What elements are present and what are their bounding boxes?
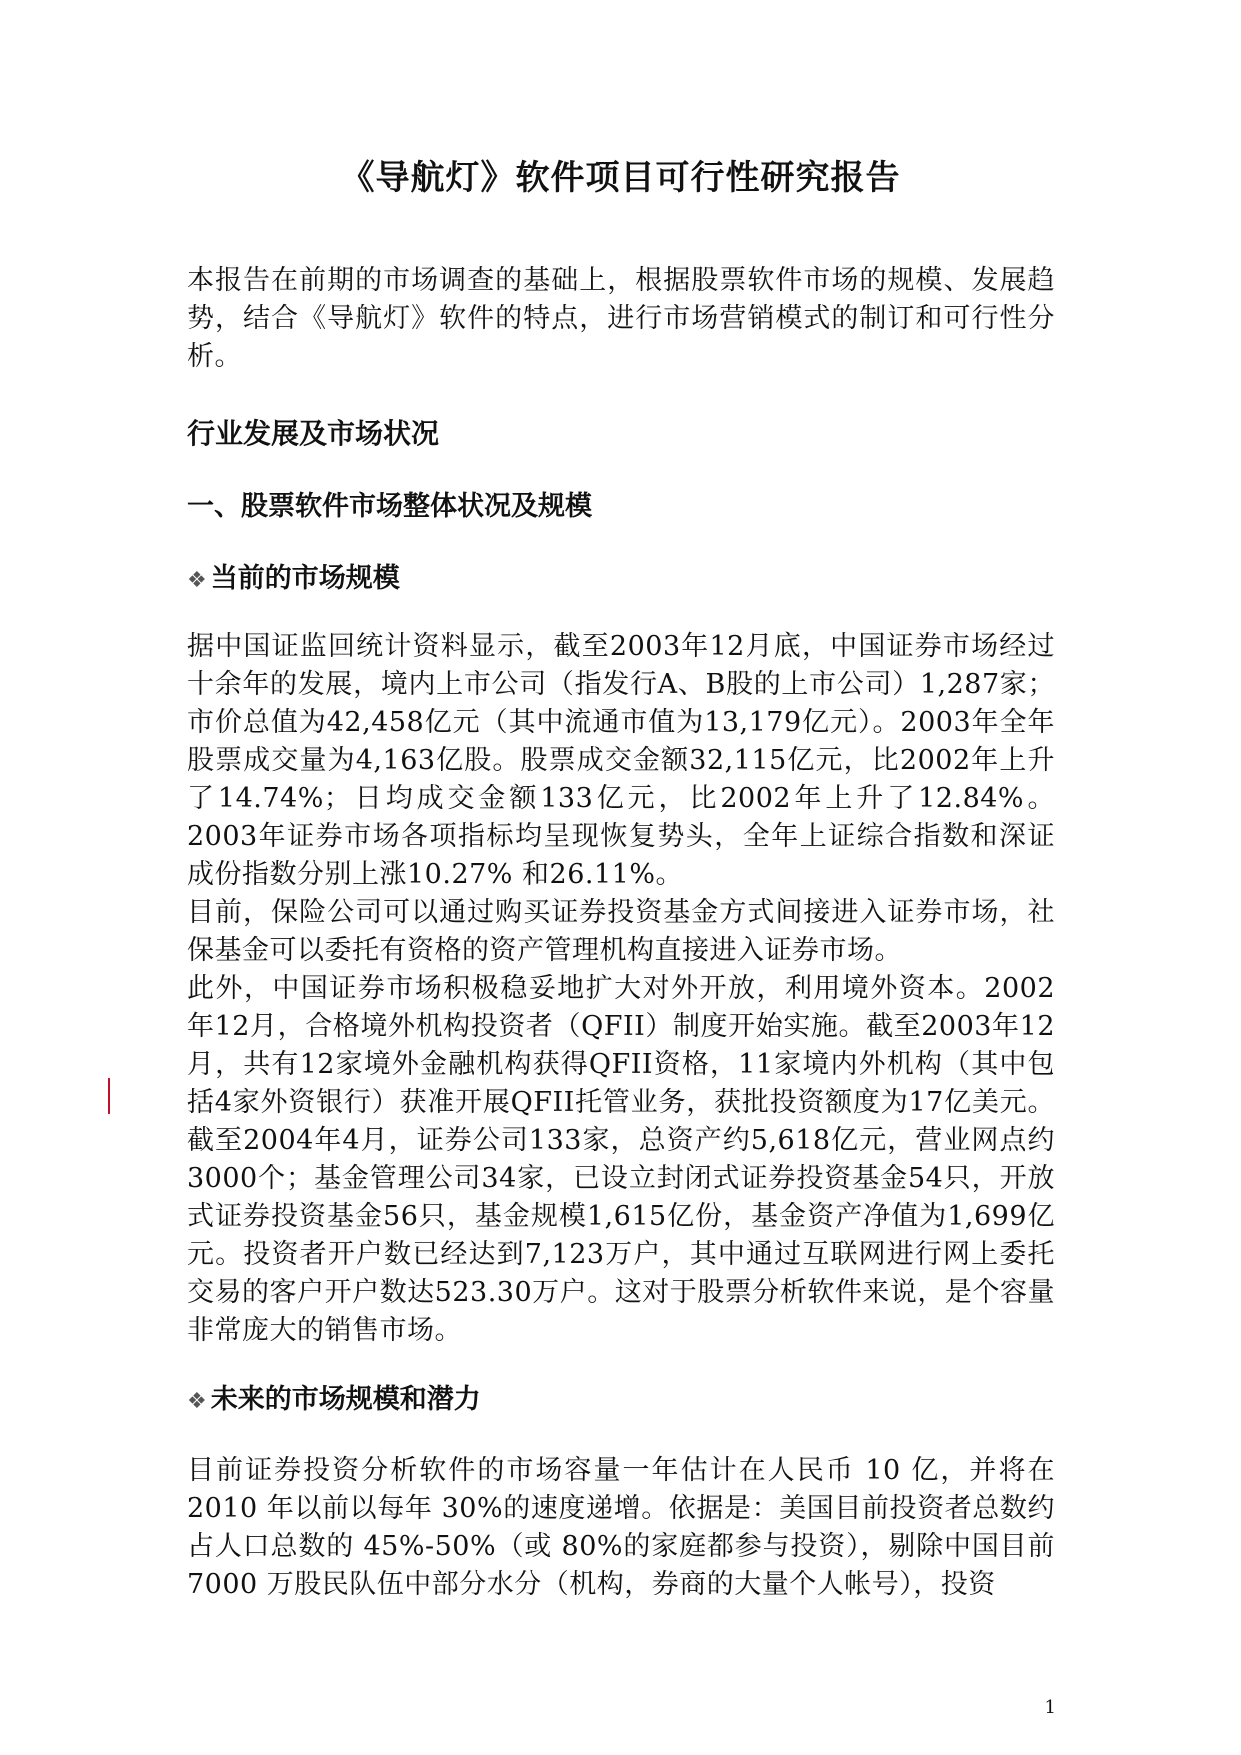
section-heading: 行业发展及市场状况 (187, 417, 440, 450)
subsection-heading: 一、股票软件市场整体状况及规模 (187, 491, 592, 522)
revision-change-bar (108, 1078, 110, 1114)
current-market-body (187, 628, 1055, 1350)
document-title: 《导航灯》软件项目可行性研究报告 (340, 158, 901, 198)
topic-heading-text: 未来的市场规模和潜力 (210, 1384, 481, 1415)
paragraph: 目前，保险公司可以通过购买证券投资基金方式间接进入证券市场，社保基金可以委托有资格的资产管理机构直接进入证券市场。 (187, 897, 1055, 966)
future-market-body (187, 1452, 1055, 1604)
page-number: 1 (1044, 1697, 1056, 1718)
topic-heading-future-market (187, 1377, 481, 1416)
paragraph: 据中国证监回统计资料显示，截至2003年12月底，中国证券市场经过十余年的发展，境内上市公司（指发行A、B股的上市公司）1,287家；市价总值为42,458亿元（其中流通市值为13,179亿元）。2003年全年股票成交量为4,163亿股。股票成交金额32,115亿元，比2002年上升了14.74%；日均成交金额133亿元，比2002年上升了12.84%。2003年证券市场各项指标均呈现恢复势头，全年上证综合指数和深证成份指数分别上涨10.27% 和26.11%。 (187, 631, 1055, 890)
diamond-bullet-icon: ❖ (187, 1389, 207, 1414)
diamond-bullet-icon: ❖ (187, 568, 207, 593)
intro-text: 本报告在前期的市场调查的基础上，根据股票软件市场的规模、发展趋势，结合《导航灯》软件的特点，进行市场营销模式的制订和可行性分析。 (187, 265, 1055, 372)
paragraph: 此外，中国证券市场积极稳妥地扩大对外开放，利用境外资本。2002年12月，合格境外机构投资者（QFII）制度开始实施。截至2003年12月，共有12家境外金融机构获得QFII资格，11家境内外机构（其中包括4家外资银行）获准开展QFII托管业务，获批投资额度为17亿美元。截至2004年4月，证券公司133家，总资产约5,618亿元，营业网点约3000个；基金管理公司34家，已设立封闭式证券投资基金54只，开放式证券投资基金56只，基金规模1,615亿份，基金资产净值为1,699亿元。投资者开户数已经达到7,123万户，其中通过互联网进行网上委托交易的客户开户数达523.30万户。这对于股票分析软件来说，是个容量非常庞大的销售市场。 (187, 973, 1055, 1346)
topic-heading-current-market (187, 556, 400, 595)
topic-heading-text: 当前的市场规模 (210, 563, 400, 594)
intro-paragraph (187, 262, 1055, 376)
paragraph: 目前证券投资分析软件的市场容量一年估计在人民币 10 亿，并将在 2010 年以前以每年 30%的速度递增。依据是：美国目前投资者总数约占人口总数的 45%-50%（或 80%的家庭都参与投资），剔除中国目前 7000 万股民队伍中部分水分（机构，券商的大量个人帐号），投资 (187, 1455, 1055, 1600)
